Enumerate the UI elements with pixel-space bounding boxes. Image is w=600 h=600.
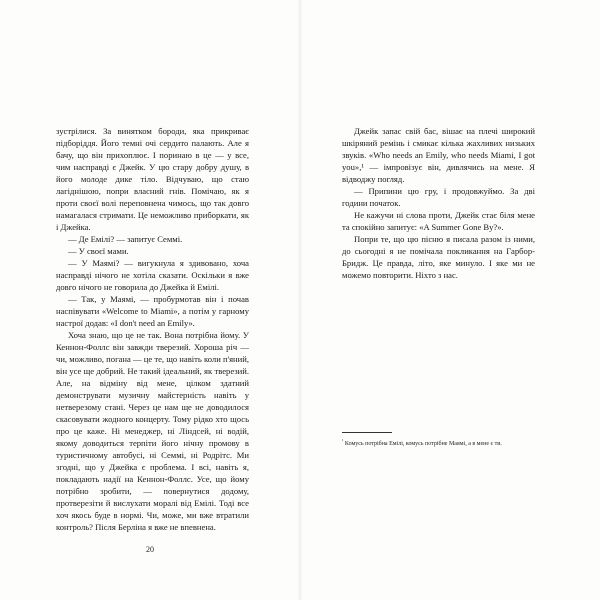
paragraph: Не кажучи ні слова проти, Джейк стає біля мене та спокійно запитує: «A Summer Gone By?».: [342, 210, 535, 232]
right-page-text: [342, 125, 535, 281]
right-page: [300, 0, 600, 600]
left-page-text: [56, 125, 249, 533]
paragraph: — У своєї мами.: [68, 246, 129, 256]
paragraph: зустрілися. За винятком бороди, яка прикриває підборіддя. Його темні очі сердито палають. Але я бачу, що він прихоплює. І поринаю в це — у все, чим насправді є Джейк. У цю стару добру душу, в його молоде дике тіло. Відчуваю, що стаю лагіднішою, попри власний гнів. Помічаю, як я проти своєї волі переповнена чимось, що так довго намагалася стримати. Це неможливо приборкати, як і Джейка.: [56, 126, 249, 232]
footnote: [342, 437, 542, 448]
paragraph: — Припини цю гру, і продовжуймо. За дві години початок.: [342, 186, 535, 208]
paragraph: — У Маямі? — вигукнула я здивовано, хоча насправді нічого не хотіла сказати. Оскільки я вже довго нічого не говорила до Джейка й Емілі.: [56, 258, 249, 292]
paragraph: Хоча знаю, що це не так. Вона потрібна йому. У Кеннон-Фоллс він завжди тверезий. Хороша річ — чи, можливо, погана — це те, що навіть коли п'яний, він усе ще добрий. Не такий ідеальний, як тверезий. Але, на відміну від мене, цілком здатний демонструвати музичну майстерність навіть у нетверезому стані. Через це нам ще не доводилося скасовувати жодного концерту. Тому рідко хто щось про це каже. Ні менеджер, ні Ліндсей, ні водій, якому доводиться терпіти його нічну промову в туристичному автобусі, ні Семмі, ні Родрітс. Ми згодні, що у Джейка є проблема. І всі, навіть я, покладають надії на Кеннон-Фоллс. Усе, що йому потрібно зробити, — повернутися додому, протверезіти й вислухати моралі від Емілі. Тоді все хоч якось буде в нормі. Чи, може, ми вже втратили контроль? Після Берліна я вже не впевнена.: [56, 330, 249, 532]
footnote-marker: ¹: [342, 438, 344, 443]
paragraph: — Так, у Маямі, — пробурмотав він і почав наспівувати «Welcome to Miami», а потім у гарному настрої додав: «I don't need an Emily».: [56, 294, 249, 328]
paragraph: Джейк запас свій бас, вішає на плечі широкий шкіряний ремінь і смикає кілька жахливих низьких звуків. «Who needs an Emily, who needs Miami, I got you»,¹ — імпровізує він, дивлячись на мене. Я відводжу погляд.: [342, 126, 535, 184]
footnote-divider: [342, 432, 392, 433]
page-number: 20: [146, 545, 154, 554]
footnote-text: Комусь потрібна Емілі, комусь потрібне Маямі, а в мене є ти.: [344, 441, 502, 447]
paragraph: Попри те, що цю пісню я писала разом із ними, до сьогодні я не помічала покликання на Гарбор-Бридж. Це правда, літо, яке минуло. І яке ми не можемо повторити. Ніхто з нас.: [342, 234, 535, 280]
paragraph: — Де Емілі? — запитує Семмі.: [68, 234, 183, 244]
